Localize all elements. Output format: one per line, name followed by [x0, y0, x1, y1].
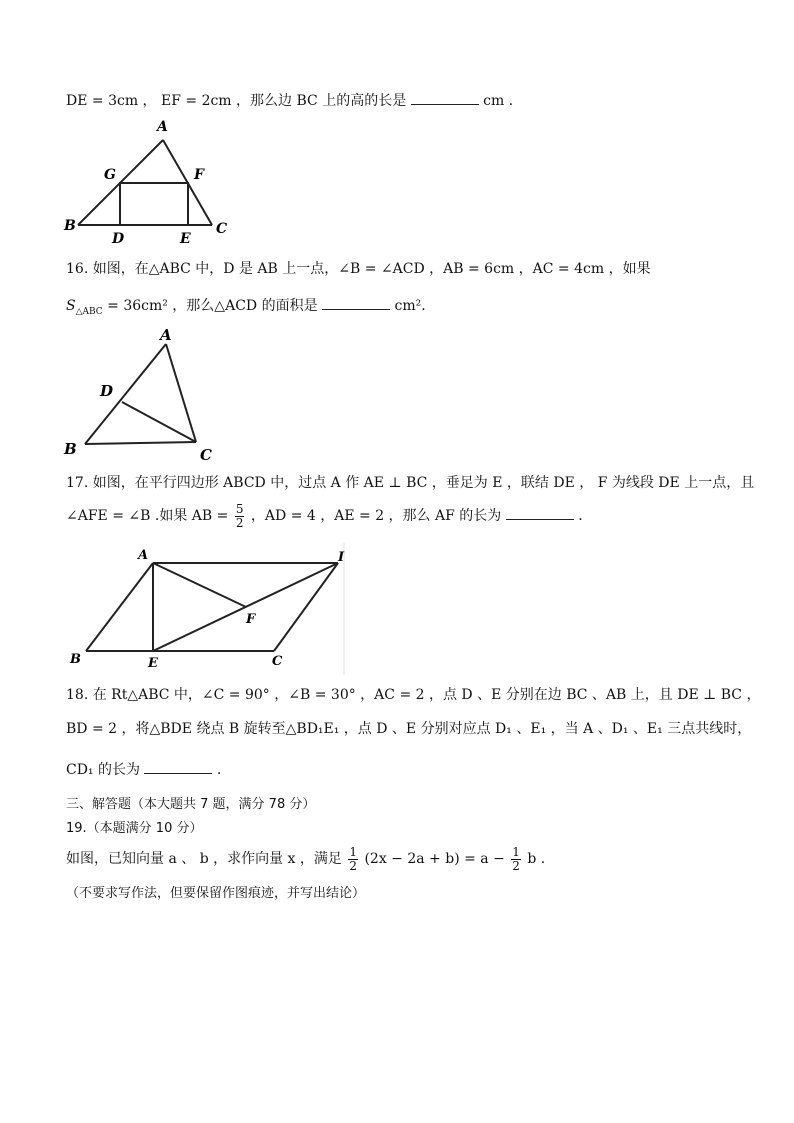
- q15-label-G: G: [104, 167, 116, 183]
- q19-frac2-den: 2: [512, 858, 520, 873]
- q17-line2-b: ，AD = 4 ，AE = 2 ，那么 AF 的长为: [250, 508, 502, 524]
- q16-label-A: A: [160, 326, 172, 344]
- q19-c: b .: [527, 851, 546, 867]
- q18-line1: 18. 在 Rt△ABC 中，∠C = 90° ，∠B = 30° ，AC = 2 ，点 D 、E 分别在边 BC 、AB 上，且 DE ⊥ BC ，: [66, 687, 761, 703]
- q16-line2: [66, 295, 426, 322]
- q19-a: 如图，已知向量 a 、 b ，求作向量 x ，满足: [66, 851, 342, 867]
- q17-figure: [60, 543, 360, 675]
- q15-label-F: F: [194, 167, 204, 183]
- q15-figure: [60, 115, 240, 245]
- q17-frac-num: 5: [235, 501, 244, 516]
- q15-label-A: A: [157, 119, 168, 135]
- q16-label-C: C: [200, 446, 212, 464]
- q15-label-B: B: [64, 218, 76, 234]
- q17-line1: 17. 如图，在平行四边形 ABCD 中，过点 A 作 AE ⊥ BC ，垂足为 E ，联结 DE ， F 为线段 DE 上一点，且: [66, 475, 755, 491]
- q19-frac2-num: 1: [512, 844, 520, 859]
- q18-end: .: [216, 762, 222, 778]
- q17-label-B: B: [70, 652, 81, 667]
- q16-area-symbol: S: [66, 298, 76, 314]
- q17-line2-a: ∠AFE = ∠B .如果 AB =: [66, 508, 229, 524]
- q15-tail: DE = 3cm ， EF = 2cm ，那么边 BC 上的高的长是: [66, 93, 407, 109]
- q16-line2-rest: = 36cm² ，那么△ACD 的面积是: [102, 298, 318, 314]
- q17-answer-blank[interactable]: [506, 505, 574, 520]
- q19-frac1-num: 1: [349, 844, 357, 859]
- q17-label-C: C: [272, 654, 283, 669]
- q16-label-B: B: [64, 440, 77, 458]
- q17-label-I: I: [338, 550, 345, 565]
- q19-note: （不要求写作法，但要保留作图痕迹，并写出结论）: [66, 886, 366, 901]
- q17-frac-den: 2: [235, 515, 244, 530]
- q15-label-C: C: [216, 221, 228, 237]
- q19-fraction2: [511, 846, 521, 873]
- q16-area-sub: △ABC: [75, 306, 103, 317]
- q15-label-D: D: [112, 231, 125, 245]
- q17-fraction: [235, 503, 245, 530]
- q17-label-E: E: [148, 656, 158, 671]
- q17-end: .: [578, 508, 583, 524]
- q16-answer-blank[interactable]: [322, 295, 390, 310]
- q17-line2: [66, 500, 583, 532]
- q15-text: [66, 90, 513, 111]
- q18-line3-text: CD₁ 的长为: [66, 762, 140, 778]
- q17-label-A: A: [138, 548, 149, 563]
- q19-title: 19.（本题满分 10 分）: [66, 821, 203, 836]
- q19-line: [66, 842, 545, 876]
- q16-unit: cm².: [394, 298, 426, 314]
- q18-answer-blank[interactable]: [144, 759, 212, 774]
- q18-line2: BD = 2 ，将△BDE 绕点 B 旋转至△BD₁E₁ ，点 D 、E 分别对应点 D₁ 、E₁ ，当 A 、D₁ 、E₁ 三点共线时，: [66, 721, 752, 737]
- q19-frac1-den: 2: [349, 858, 357, 873]
- q19-b: (2x − 2a + b) = a −: [364, 851, 505, 867]
- q16-line1: 16. 如图，在△ABC 中，D 是 AB 上一点，∠B = ∠ACD ，AB = 6cm ，AC = 4cm ，如果: [66, 261, 651, 277]
- q17-label-F: F: [246, 612, 256, 627]
- q15-unit: cm .: [483, 93, 514, 109]
- q15-label-E: E: [180, 231, 191, 245]
- section3-heading: 三、解答题（本大题共 7 题，满分 78 分）: [66, 797, 316, 812]
- q15-answer-blank[interactable]: [411, 90, 479, 105]
- q19-fraction1: [348, 846, 358, 873]
- q16-figure: [60, 322, 230, 467]
- q16-label-D: D: [100, 382, 114, 400]
- q18-line3: [66, 759, 221, 780]
